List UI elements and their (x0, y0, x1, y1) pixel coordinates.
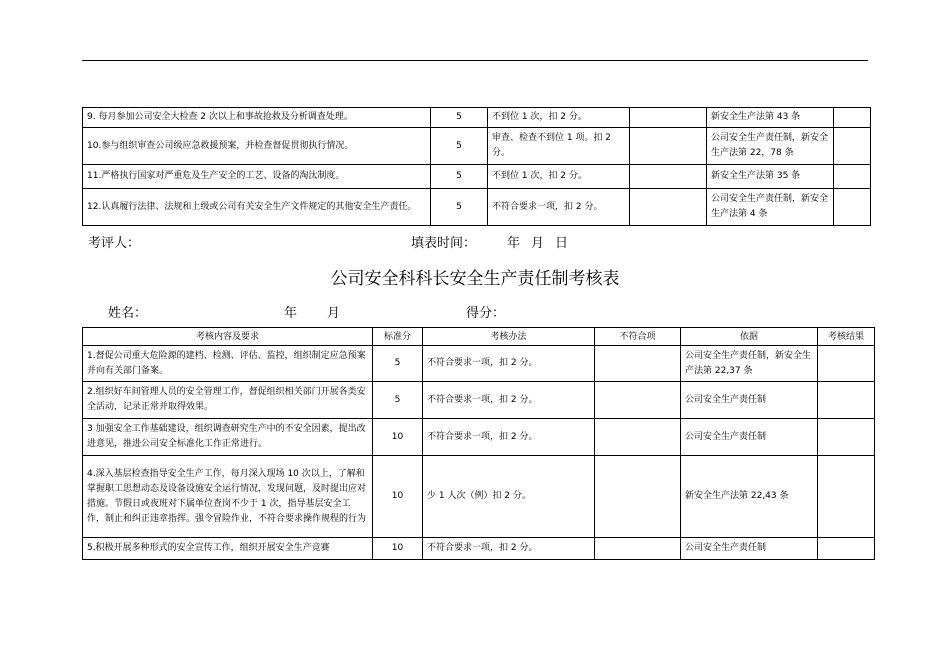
basis-cell: 公司安全生产责任制，新安全生产法第 4 条 (707, 189, 834, 226)
noncompliant-cell (630, 108, 707, 128)
date-month-label: 月 (531, 236, 545, 251)
result-cell (818, 538, 875, 560)
score-cell: 10 (373, 456, 423, 538)
header-content: 考核内容及要求 (83, 328, 373, 346)
method-cell: 不到位 1 次，扣 2 分。 (488, 108, 630, 128)
method-cell: 不符合要求一项，扣 2 分。 (423, 419, 595, 456)
noncompliant-cell (630, 165, 707, 189)
basis-cell: 公司安全生产责任制 (681, 538, 818, 560)
method-cell: 不符合要求一项，扣 2 分。 (423, 382, 595, 419)
table-row (83, 108, 871, 128)
basis-cell: 公司安全生产责任制，新安全生产法第 22,37 条 (681, 346, 818, 382)
score-label: 得分： (466, 306, 506, 321)
header-method: 考核办法 (423, 328, 595, 346)
table-row (83, 419, 875, 456)
score-cell: 10 (373, 419, 423, 456)
noncompliant-cell (595, 456, 681, 538)
form-title: 公司安全科科长安全生产责任制考核表 (330, 269, 620, 289)
date-day-label: 日 (555, 236, 569, 251)
header-score: 标准分 (373, 328, 423, 346)
score-cell: 5 (431, 189, 488, 226)
result-cell (834, 108, 871, 128)
lower-assessment-table (82, 327, 875, 560)
content-cell: 2.组织好车间管理人员的安全管理工作，督促组织相关部门开展各类安全活动，记录正常并取得效果。 (83, 382, 373, 419)
method-cell: 不到位 1 次，扣 2 分。 (488, 165, 630, 189)
method-cell: 不符合要求一项，扣 2 分。 (488, 189, 630, 226)
basis-cell: 公司安全生产责任制，新安全生产法第 22，78 条 (707, 128, 834, 165)
header-rule (82, 60, 868, 61)
noncompliant-cell (595, 382, 681, 419)
method-cell: 审查、检查不到位 1 项。扣 2 分。 (488, 128, 630, 165)
score-cell: 5 (373, 382, 423, 419)
result-cell (818, 382, 875, 419)
date-year-label: 年 (507, 236, 521, 251)
table-row (83, 538, 875, 560)
header-result: 考核结果 (818, 328, 875, 346)
score-cell: 5 (431, 128, 488, 165)
basis-cell: 新安全生产法第 35 条 (707, 165, 834, 189)
content-cell: 12.认真履行法律、法规和上级或公司有关安全生产文件规定的其他安全生产责任。 (83, 189, 431, 226)
table-row (83, 165, 871, 189)
table-row (83, 346, 875, 382)
result-cell (818, 346, 875, 382)
header-basis: 依据 (681, 328, 818, 346)
upper-assessment-table (82, 107, 871, 226)
content-cell: 5.积极开展多种形式的安全宣传工作，组织开展安全生产竞赛 (83, 538, 373, 560)
basis-cell: 公司安全生产责任制 (681, 419, 818, 456)
score-cell: 5 (431, 165, 488, 189)
content-cell: 4.深入基层检查指导安全生产工作，每月深入现场 10 次以上，了解和掌握职工思想动态及设备设施安全运行情况，发现问题，及时提出应对措施。节假日或夜班对下属单位查岗不少于 1 次，指导基层安全工作，制止和纠正违章指挥。强令冒险作业，不符合要求操作规程的行为 (83, 456, 373, 538)
result-cell (834, 165, 871, 189)
result-cell (818, 456, 875, 538)
noncompliant-cell (595, 346, 681, 382)
content-cell: 3 加强安全工作基础建设，组织调查研究生产中的不安全因素，提出改进意见，推进公司安全标准化工作正常进行。 (83, 419, 373, 456)
table-row (83, 382, 875, 419)
name-label: 姓名： (108, 306, 148, 321)
noncompliant-cell (595, 419, 681, 456)
basis-cell: 公司安全生产责任制 (681, 382, 818, 419)
score-cell: 5 (431, 108, 488, 128)
info-month-label: 月 (327, 306, 341, 321)
basis-cell: 新安全生产法第 22,43 条 (681, 456, 818, 538)
noncompliant-cell (595, 538, 681, 560)
result-cell (834, 128, 871, 165)
table-row (83, 456, 875, 538)
header-row (83, 328, 875, 346)
table-row (83, 189, 871, 226)
content-cell: 11.严格执行国家对严重危及生产安全的工艺、设备的淘汰制度。 (83, 165, 431, 189)
content-cell: 1.督促公司重大危险源的建档、检测、评估、监控，组织制定应急预案并向有关部门备案。 (83, 346, 373, 382)
header-noncompliant: 不符合项 (595, 328, 681, 346)
fill-date-label: 填表时间： (411, 236, 477, 251)
score-cell: 10 (373, 538, 423, 560)
table-row (83, 128, 871, 165)
content-cell: 10.参与组织审查公司级应急救援预案，并检查督促贯彻执行情况。 (83, 128, 431, 165)
score-cell: 5 (373, 346, 423, 382)
noncompliant-cell (630, 128, 707, 165)
method-cell: 不符合要求一项，扣 2 分。 (423, 346, 595, 382)
result-cell (818, 419, 875, 456)
result-cell (834, 189, 871, 226)
info-year-label: 年 (284, 306, 298, 321)
noncompliant-cell (630, 189, 707, 226)
basis-cell: 新安全生产法第 43 条 (707, 108, 834, 128)
evaluator-label: 考评人： (88, 236, 141, 251)
method-cell: 少 1 人次（例）扣 2 分。 (423, 456, 595, 538)
method-cell: 不符合要求一项，扣 2 分。 (423, 538, 595, 560)
content-cell: 9. 每月参加公司安全大检查 2 次以上和事故抢救及分析调查处理。 (83, 108, 431, 128)
